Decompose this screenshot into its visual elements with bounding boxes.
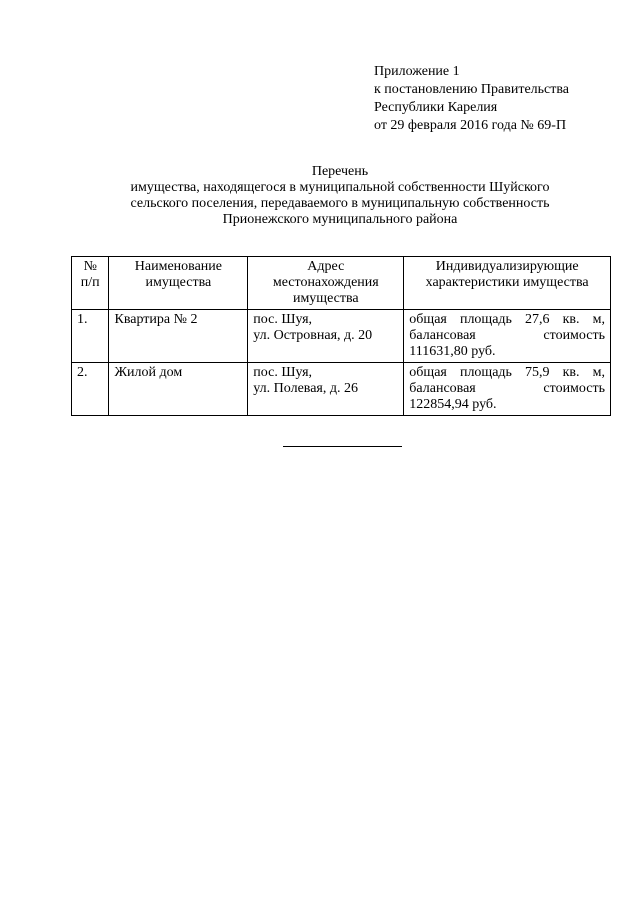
address-line: ул. Полевая, д. 26 xyxy=(253,381,358,396)
characteristics-line xyxy=(409,328,605,344)
closing-rule xyxy=(283,446,402,447)
word: стоимость xyxy=(543,381,605,396)
table-row xyxy=(72,310,611,363)
document-title xyxy=(70,164,610,228)
word: площадь xyxy=(459,365,512,380)
characteristics-line xyxy=(409,381,605,397)
word: общая xyxy=(409,365,447,380)
table-header-row xyxy=(72,257,611,310)
header-text: местонахождения xyxy=(272,275,379,290)
word: 27,6 xyxy=(525,312,550,327)
row-characteristics xyxy=(404,310,611,363)
header-text: характеристики имущества xyxy=(425,275,589,290)
address-line: ул. Островная, д. 20 xyxy=(253,328,373,343)
appendix-line: Приложение 1 xyxy=(374,64,460,79)
title-line: Прионежского муниципального района xyxy=(222,212,458,227)
characteristics-line xyxy=(409,365,605,381)
characteristics-line: 111631,80 руб. xyxy=(409,344,496,359)
title-line: Перечень xyxy=(311,164,369,179)
row-address xyxy=(248,363,404,416)
word: общая xyxy=(409,312,447,327)
row-address xyxy=(248,310,404,363)
title-line: сельского поселения, передаваемого в муниципальную собственность xyxy=(130,196,550,211)
header-address xyxy=(248,257,404,310)
appendix-line: к постановлению Правительства xyxy=(374,82,570,97)
row-name: Жилой дом xyxy=(109,363,248,416)
header-text: № xyxy=(83,259,97,274)
row-name: Квартира № 2 xyxy=(109,310,248,363)
row-characteristics xyxy=(404,363,611,416)
word: стоимость xyxy=(543,328,605,343)
appendix-note xyxy=(374,63,569,135)
appendix-line: Республики Карелия xyxy=(374,100,498,115)
header-name xyxy=(109,257,248,310)
header-text: п/п xyxy=(80,275,100,290)
header-text: имущества xyxy=(145,275,212,290)
row-num: 2. xyxy=(72,363,109,416)
title-line: имущества, находящегося в муниципальной собственности Шуйского xyxy=(130,180,550,195)
word: кв. xyxy=(562,312,580,327)
word: площадь xyxy=(459,312,512,327)
word: балансовая xyxy=(409,381,476,396)
table-row xyxy=(72,363,611,416)
word: кв. xyxy=(562,365,580,380)
header-characteristics xyxy=(404,257,611,310)
header-text: Адрес xyxy=(307,259,345,274)
word: м, xyxy=(592,312,605,327)
word: м, xyxy=(592,365,605,380)
characteristics-line xyxy=(409,312,605,328)
header-num xyxy=(72,257,109,310)
appendix-line: от 29 февраля 2016 года № 69-П xyxy=(374,118,567,133)
header-text: имущества xyxy=(292,291,359,306)
header-text: Индивидуализирующие xyxy=(435,259,579,274)
property-table xyxy=(71,256,611,416)
word: 75,9 xyxy=(525,365,550,380)
header-text: Наименование xyxy=(134,259,222,274)
row-num: 1. xyxy=(72,310,109,363)
address-line: пос. Шуя, xyxy=(253,312,313,327)
address-line: пос. Шуя, xyxy=(253,365,313,380)
characteristics-line: 122854,94 руб. xyxy=(409,397,497,412)
word: балансовая xyxy=(409,328,476,343)
